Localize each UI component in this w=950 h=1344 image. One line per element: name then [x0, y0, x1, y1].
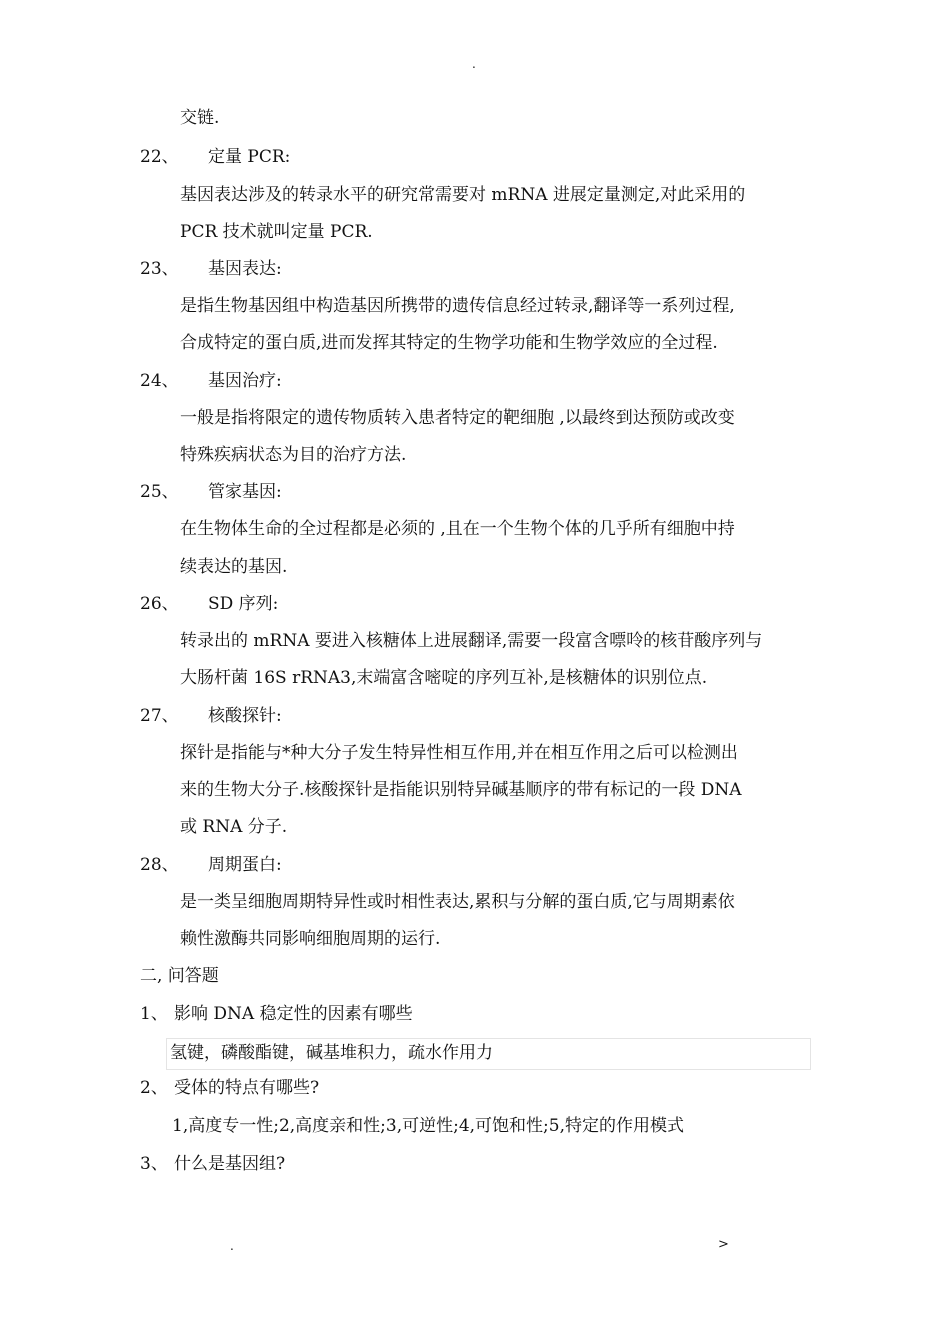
term-title: 周期蛋白: [208, 855, 282, 875]
term-title: 基因治疗: [208, 371, 282, 391]
text-line: 一般是指将限定的遗传物质转入患者特定的靶细胞 ,以最终到达预防或改变 [180, 408, 735, 428]
text-line: 或 RNA 分子. [180, 817, 288, 837]
question-text: 受体的特点有哪些? [174, 1078, 320, 1098]
text-line: 是指生物基因组中构造基因所携带的遗传信息经过转录,翻译等一系列过程, [180, 296, 735, 316]
text-line: 特殊疾病状态为目的治疗方法. [180, 445, 407, 465]
text-line: PCR 技术就叫定量 PCR. [180, 222, 373, 242]
question-text: 什么是基因组? [174, 1154, 286, 1174]
answer-text: 1,高度专一性;2,高度亲和性;3,可逆性;4,可饱和性;5,特定的作用模式 [172, 1116, 685, 1136]
term-number: 24、 [140, 371, 179, 391]
term-title: 核酸探针: [208, 706, 282, 726]
term-title: 基因表达: [208, 259, 282, 279]
footer-dot: . [230, 1239, 234, 1253]
term-number: 25、 [140, 482, 179, 502]
text-line: 基因表达涉及的转录水平的研究常需要对 mRNA 进展定量测定,对此采用的 [180, 185, 746, 205]
term-number: 22、 [140, 147, 179, 167]
text-line: 续表达的基因. [180, 557, 288, 577]
term-title: SD 序列: [208, 594, 279, 614]
text-line: 大肠杆菌 16S rRNA3,末端富含嘧啶的序列互补,是核糖体的识别位点. [180, 668, 708, 688]
text-line: 转录出的 mRNA 要进入核糖体上进展翻译,需要一段富含嘌呤的核苷酸序列与 [180, 631, 763, 651]
text-line: 在生物体生命的全过程都是必须的 ,且在一个生物个体的几乎所有细胞中持 [180, 519, 735, 539]
term-number: 26、 [140, 594, 179, 614]
text-line: 是一类呈细胞周期特异性或时相性表达,累积与分解的蛋白质,它与周期素依 [180, 892, 735, 912]
question-number: 3、 [140, 1154, 168, 1174]
section-title: 二, 问答题 [140, 966, 219, 986]
question-number: 1、 [140, 1004, 168, 1024]
text-line: 赖性激酶共同影响细胞周期的运行. [180, 929, 441, 949]
text-line: 合成特定的蛋白质,进而发挥其特定的生物学功能和生物学效应的全过程. [180, 333, 718, 353]
text-line: 交链. [180, 108, 220, 128]
next-page-arrow-icon: > [718, 1237, 729, 1252]
term-number: 28、 [140, 855, 179, 875]
question-text: 影响 DNA 稳定性的因素有哪些 [174, 1004, 413, 1024]
text-line: 来的生物大分子.核酸探针是指能识别特异碱基顺序的带有标记的一段 DNA [180, 780, 742, 800]
term-number: 23、 [140, 259, 179, 279]
term-title: 定量 PCR: [208, 147, 291, 167]
header-dot: . [472, 57, 476, 71]
answer-text: 氢键，磷酸酯键，碱基堆积力，疏水作用力 [170, 1043, 493, 1063]
question-number: 2、 [140, 1078, 168, 1098]
text-line: 探针是指能与*种大分子发生特异性相互作用,并在相互作用之后可以检测出 [180, 743, 738, 763]
term-title: 管家基因: [208, 482, 282, 502]
term-number: 27、 [140, 706, 179, 726]
